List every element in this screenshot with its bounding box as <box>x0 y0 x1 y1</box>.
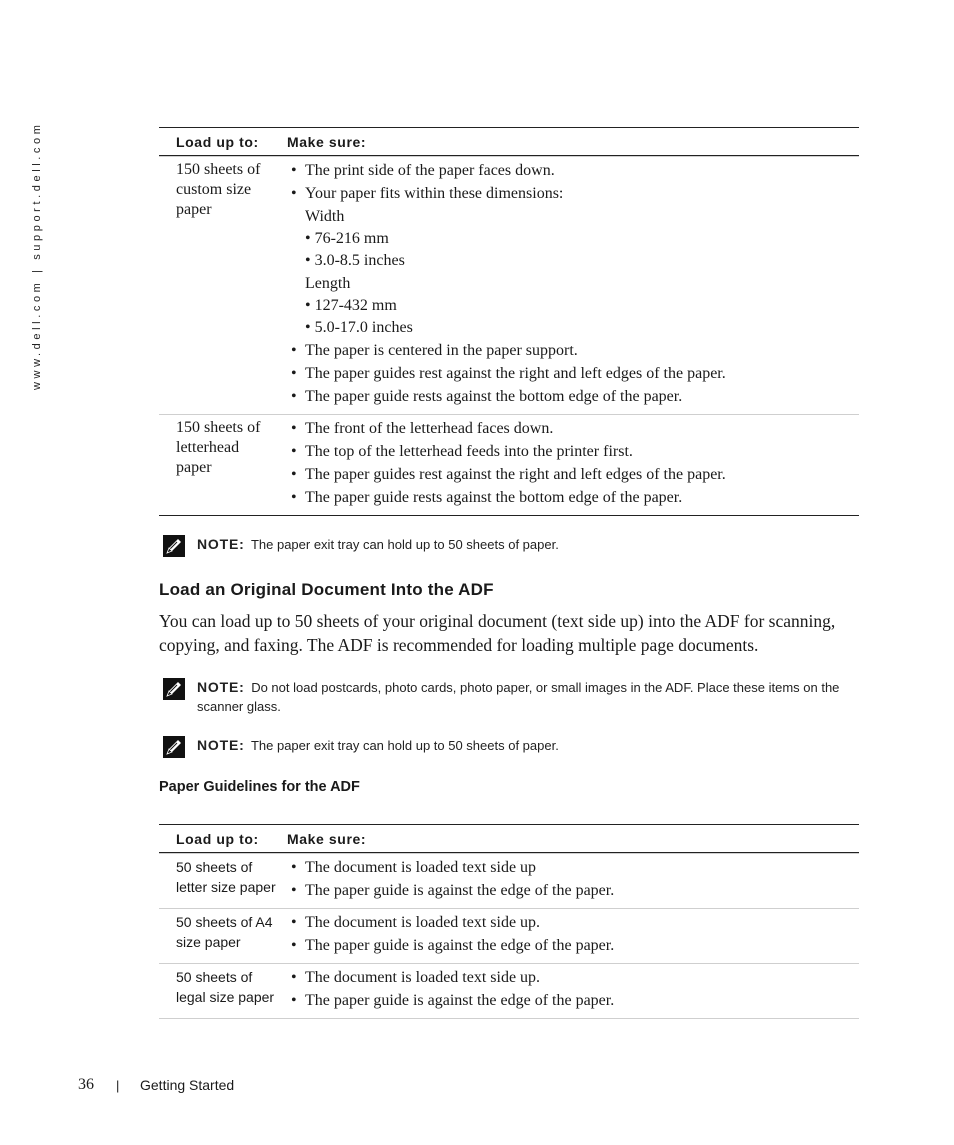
paper-table-1 <box>159 127 859 516</box>
make-sure-cell <box>287 415 859 515</box>
make-sure-cell <box>287 964 859 1018</box>
table-header <box>159 825 859 853</box>
page-number: 36 <box>78 1076 94 1093</box>
list-item: • Your paper fits within these dimensions: <box>287 182 859 205</box>
section-body: You can load up to 50 sheets of your original document (text side up) into the ADF for scanning, copying, and faxing. The ADF is recommended for loading multiple page documents. <box>159 611 836 655</box>
list-item: • The document is loaded text side up <box>287 856 859 879</box>
list-item: • The paper guides rest against the right and left edges of the paper. <box>287 362 859 385</box>
length-label: Length <box>305 275 351 292</box>
width-label: Width <box>305 208 345 225</box>
list-item: • 76-216 mm <box>305 230 389 247</box>
table-row <box>159 963 859 1018</box>
footer-chapter-title: Getting Started <box>140 1077 235 1093</box>
list-item: • The document is loaded text side up. <box>287 911 859 934</box>
make-sure-cell <box>287 909 859 963</box>
table-row <box>159 156 859 414</box>
list-item: • The front of the letterhead faces down. <box>287 417 859 440</box>
pencil-note-icon <box>163 736 185 758</box>
footer-separator: | <box>116 1078 120 1093</box>
list-item: • The print side of the paper faces down. <box>287 159 859 182</box>
list-item: • The paper guides rest against the right and left edges of the paper. <box>287 463 859 486</box>
subsection-title: Paper Guidelines for the ADF <box>159 779 360 795</box>
list-item: • The paper guide is against the edge of the paper. <box>287 989 859 1012</box>
load-cell: 150 sheets of letterhead paper <box>176 419 261 476</box>
load-cell: 150 sheets of custom size paper <box>176 161 261 218</box>
list-item: • The top of the letterhead feeds into the printer first. <box>287 440 859 463</box>
list-item: • The paper guide is against the edge of the paper. <box>287 934 859 957</box>
table-header <box>159 128 859 156</box>
header-load: Load up to: <box>176 133 259 150</box>
note-label: NOTE: <box>197 679 245 695</box>
section-title: Load an Original Document Into the ADF <box>159 580 494 599</box>
table-row <box>159 414 859 515</box>
note-label: NOTE: <box>197 737 245 753</box>
load-cell: 50 sheets of legal size paper <box>176 969 275 1005</box>
pencil-note-icon <box>163 535 185 557</box>
make-sure-cell <box>287 157 859 414</box>
list-item: • 127-432 mm <box>305 297 397 314</box>
list-item: • 3.0-8.5 inches <box>305 252 405 269</box>
list-item: • 5.0-17.0 inches <box>305 319 413 336</box>
list-item: • The paper guide rests against the bottom edge of the paper. <box>287 385 859 408</box>
note-2 <box>163 678 843 716</box>
table-row <box>159 908 859 963</box>
note-text: Do not load postcards, photo cards, photo paper, or small images in the ADF. Place these items on the scanner glass. <box>197 680 840 714</box>
make-sure-cell <box>287 854 859 908</box>
header-load: Load up to: <box>176 830 259 847</box>
note-3 <box>163 736 843 755</box>
list-item: • The paper guide is against the edge of the paper. <box>287 879 859 902</box>
header-make-sure: Make sure: <box>287 133 367 150</box>
note-1 <box>163 535 843 554</box>
note-label: NOTE: <box>197 536 245 552</box>
list-item: • The paper guide rests against the bottom edge of the paper. <box>287 486 859 509</box>
load-cell: 50 sheets of letter size paper <box>176 859 276 895</box>
load-cell: 50 sheets of A4 size paper <box>176 914 273 950</box>
note-text: The paper exit tray can hold up to 50 sheets of paper. <box>250 537 559 552</box>
paper-table-2 <box>159 824 859 1019</box>
list-item: • The paper is centered in the paper support. <box>287 339 859 362</box>
table-row <box>159 853 859 908</box>
pencil-note-icon <box>163 678 185 700</box>
header-make-sure: Make sure: <box>287 830 367 847</box>
list-item: • The document is loaded text side up. <box>287 966 859 989</box>
note-text: The paper exit tray can hold up to 50 sheets of paper. <box>250 738 559 753</box>
sidebar-url: www.dell.com | support.dell.com <box>31 121 43 390</box>
